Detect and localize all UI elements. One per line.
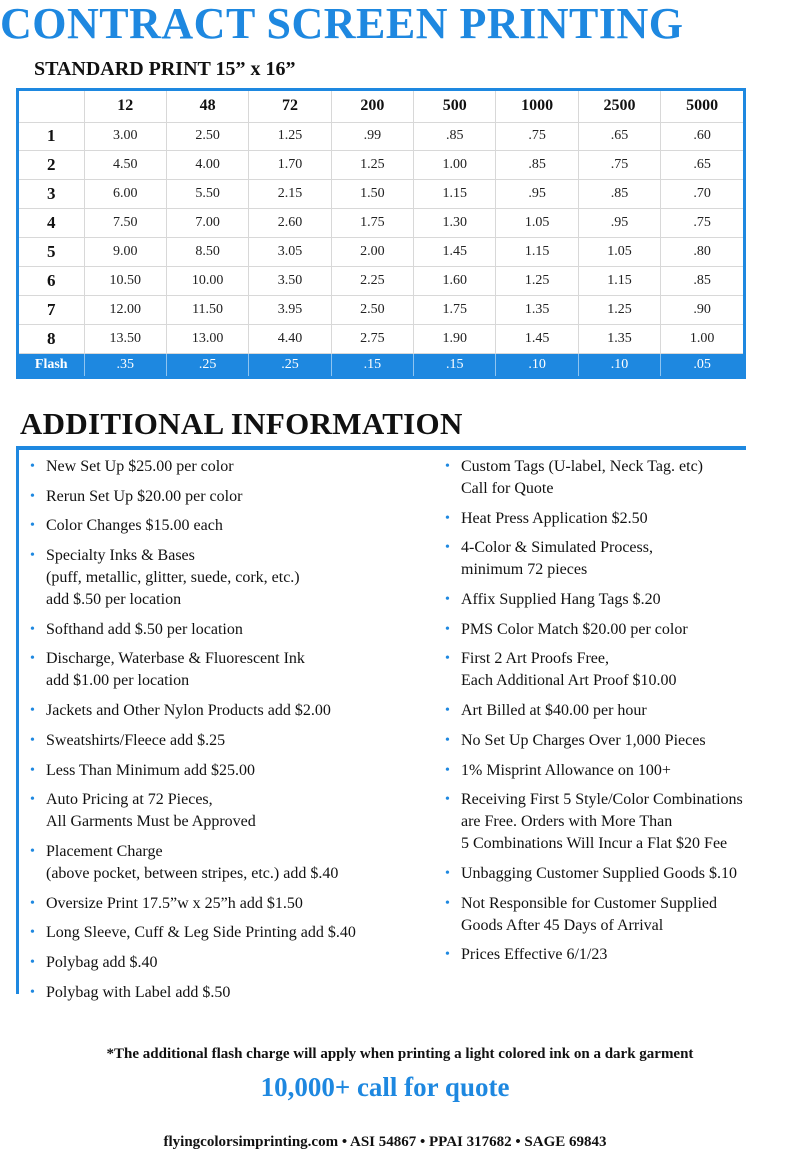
bullet-icon: •	[445, 792, 450, 808]
quantity-header: 48	[166, 91, 248, 122]
list-item-text: (above pocket, between stripes, etc.) add $.40	[46, 864, 339, 882]
list-item-text: Custom Tags (U-label, Neck Tag. etc)	[461, 458, 703, 475]
list-item-text: (puff, metallic, glitter, suede, cork, etc.)	[46, 569, 300, 587]
price-cell: .80	[661, 238, 743, 267]
bullet-icon: •	[30, 843, 35, 859]
bullet-icon: •	[445, 651, 450, 667]
list-item	[28, 952, 428, 974]
list-item	[28, 545, 428, 611]
list-item-text: No Set Up Charges Over 1,000 Pieces	[461, 731, 706, 749]
list-item	[443, 789, 800, 855]
quantity-header: 12	[84, 91, 166, 122]
bullet-icon: •	[445, 895, 450, 911]
price-cell: 1.75	[331, 209, 413, 238]
price-cell: 11.50	[166, 295, 248, 324]
list-item	[28, 841, 428, 885]
list-item	[443, 508, 800, 530]
price-cell: 1.05	[578, 238, 660, 267]
list-item-text: 1% Misprint Allowance on 100+	[461, 761, 671, 779]
price-cell: 3.50	[249, 267, 331, 296]
list-item	[28, 982, 428, 1004]
price-cell: 1.15	[414, 180, 496, 209]
list-item-text: are Free. Orders with More Than	[461, 813, 673, 831]
list-item	[28, 515, 428, 537]
list-item	[28, 730, 428, 752]
price-cell: .90	[661, 295, 743, 324]
price-cell: 2.25	[331, 267, 413, 296]
list-item-text: Art Billed at $40.00 per hour	[461, 702, 647, 720]
price-cell: .35	[84, 353, 166, 376]
price-cell: .75	[578, 151, 660, 180]
list-item	[443, 944, 800, 966]
bullet-icon: •	[30, 488, 35, 504]
info-list-left	[28, 456, 428, 1011]
list-item-text: 4-Color & Simulated Process,	[461, 539, 653, 557]
price-cell: 1.70	[249, 151, 331, 180]
price-cell: .85	[578, 180, 660, 209]
price-cell: .25	[249, 353, 331, 376]
price-cell: .25	[166, 353, 248, 376]
price-cell: 7.50	[84, 209, 166, 238]
list-item-text: minimum 72 pieces	[461, 561, 588, 579]
bullet-icon: •	[30, 954, 35, 970]
bullet-icon: •	[445, 865, 450, 881]
color-count-label: 6	[19, 267, 84, 296]
bullet-icon: •	[30, 732, 35, 748]
list-item	[443, 700, 800, 722]
quantity-header: 1000	[496, 91, 578, 122]
price-cell: 1.00	[661, 324, 743, 353]
price-cell: 1.15	[578, 267, 660, 296]
bullet-icon: •	[30, 792, 35, 808]
price-cell: 9.00	[84, 238, 166, 267]
list-item	[443, 589, 800, 611]
table-row	[19, 151, 743, 180]
list-item-text: Color Changes $15.00 each	[46, 517, 223, 535]
quantity-header: 5000	[661, 91, 743, 122]
price-cell: .15	[331, 353, 413, 376]
price-table-subtitle: STANDARD PRINT 15” x 16”	[34, 58, 296, 80]
list-item-text: Heat Press Application $2.50	[461, 509, 648, 527]
price-cell: 3.00	[84, 122, 166, 151]
list-item	[28, 922, 428, 944]
list-item-text: Affix Supplied Hang Tags $.20	[461, 591, 661, 609]
table-row	[19, 209, 743, 238]
price-cell: 2.50	[331, 295, 413, 324]
price-cell: .05	[661, 353, 743, 376]
list-item	[28, 456, 428, 478]
bullet-icon: •	[445, 732, 450, 748]
list-item	[28, 789, 428, 833]
price-cell: .60	[661, 122, 743, 151]
list-item-text: Call for Quote	[461, 480, 554, 497]
bullet-icon: •	[445, 621, 450, 637]
list-item	[28, 893, 428, 915]
price-cell: 2.75	[331, 324, 413, 353]
list-item-text: Polybag with Label add $.50	[46, 983, 231, 1001]
bullet-icon: •	[30, 518, 35, 534]
price-cell: 2.00	[331, 238, 413, 267]
price-cell: .95	[578, 209, 660, 238]
bullet-icon: •	[30, 895, 35, 911]
price-cell: 10.50	[84, 267, 166, 296]
price-cell: 1.25	[331, 151, 413, 180]
price-cell: 1.30	[414, 209, 496, 238]
price-cell: 2.60	[249, 209, 331, 238]
bullet-icon: •	[30, 459, 35, 474]
color-count-label: 1	[19, 122, 84, 151]
color-count-label: 4	[19, 209, 84, 238]
price-cell: .65	[661, 151, 743, 180]
price-cell: 1.15	[496, 238, 578, 267]
contact-line: flyingcolorsimprinting.com • ASI 54867 • PPAI 317682 • SAGE 69843	[163, 1134, 607, 1150]
price-cell: 5.50	[166, 180, 248, 209]
bullet-icon: •	[30, 984, 35, 1000]
bullet-icon: •	[30, 925, 35, 941]
list-item-text: All Garments Must be Approved	[46, 813, 256, 831]
list-item	[443, 619, 800, 641]
price-cell: 13.00	[166, 324, 248, 353]
list-item-text: Polybag add $.40	[46, 953, 158, 971]
price-cell: .75	[496, 122, 578, 151]
price-cell: 13.50	[84, 324, 166, 353]
section-divider	[16, 446, 746, 450]
bullet-icon: •	[30, 703, 35, 719]
list-item-text: Not Responsible for Customer Supplied	[461, 894, 717, 912]
list-item-text: Jackets and Other Nylon Products add $2.00	[46, 702, 331, 720]
table-row	[19, 267, 743, 296]
list-item-text: add $.50 per location	[46, 591, 182, 609]
quantity-header: 500	[414, 91, 496, 122]
price-cell: .10	[578, 353, 660, 376]
list-item	[28, 486, 428, 508]
list-item	[28, 700, 428, 722]
quantity-header: 72	[249, 91, 331, 122]
info-list-right	[443, 456, 800, 974]
price-cell: .70	[661, 180, 743, 209]
price-cell: .85	[661, 267, 743, 296]
table-row	[19, 238, 743, 267]
page-title: CONTRACT SCREEN PRINTING	[0, 0, 684, 48]
price-cell: .95	[496, 180, 578, 209]
price-table	[16, 88, 746, 379]
table-row	[19, 180, 743, 209]
list-item-text: 5 Combinations Will Incur a Flat $20 Fee	[461, 835, 728, 853]
price-cell: 2.50	[166, 122, 248, 151]
list-item	[28, 619, 428, 641]
price-cell: .10	[496, 353, 578, 376]
list-item-text: New Set Up $25.00 per color	[46, 458, 234, 475]
list-item-text: Rerun Set Up $20.00 per color	[46, 487, 243, 505]
price-cell: 3.95	[249, 295, 331, 324]
price-cell: .15	[414, 353, 496, 376]
price-cell: .75	[661, 209, 743, 238]
price-cell: 12.00	[84, 295, 166, 324]
bullet-icon: •	[30, 548, 35, 564]
list-item	[443, 537, 800, 581]
bullet-icon: •	[445, 540, 450, 556]
price-cell: 10.00	[166, 267, 248, 296]
section-side-rule	[16, 446, 19, 994]
price-cell: .65	[578, 122, 660, 151]
price-cell: 1.60	[414, 267, 496, 296]
quantity-header: 2500	[578, 91, 660, 122]
list-item	[443, 648, 800, 692]
bullet-icon: •	[445, 592, 450, 608]
color-count-label: 3	[19, 180, 84, 209]
color-count-label: 8	[19, 324, 84, 353]
table-row	[19, 122, 743, 151]
bullet-icon: •	[445, 703, 450, 719]
quantity-header: 200	[331, 91, 413, 122]
flash-row	[19, 353, 743, 376]
color-count-label: 5	[19, 238, 84, 267]
list-item-text: Goods After 45 Days of Arrival	[461, 916, 664, 934]
list-item-text: Prices Effective 6/1/23	[461, 946, 608, 964]
price-cell: 1.35	[496, 295, 578, 324]
list-item	[443, 893, 800, 937]
price-cell: .85	[496, 151, 578, 180]
price-cell: 4.50	[84, 151, 166, 180]
bullet-icon: •	[445, 510, 450, 526]
list-item-text: Each Additional Art Proof $10.00	[461, 672, 677, 690]
color-count-label: 2	[19, 151, 84, 180]
price-cell: 7.00	[166, 209, 248, 238]
price-cell: 8.50	[166, 238, 248, 267]
table-row	[19, 324, 743, 353]
bullet-icon: •	[445, 459, 450, 474]
list-item-text: Placement Charge	[46, 842, 163, 860]
price-cell: 3.05	[249, 238, 331, 267]
list-item-text: Unbagging Customer Supplied Goods $.10	[461, 864, 737, 882]
list-item-text: Receiving First 5 Style/Color Combinations	[461, 791, 743, 809]
list-item	[443, 730, 800, 752]
table-row	[19, 295, 743, 324]
bullet-icon: •	[445, 947, 450, 963]
price-table-header-row	[19, 91, 743, 122]
bullet-icon: •	[30, 651, 35, 667]
price-cell: 2.15	[249, 180, 331, 209]
bullet-icon: •	[445, 762, 450, 778]
color-count-label: 7	[19, 295, 84, 324]
price-cell: 1.75	[414, 295, 496, 324]
list-item-text: Specialty Inks & Bases	[46, 547, 195, 565]
price-cell: 1.05	[496, 209, 578, 238]
price-cell: 1.50	[331, 180, 413, 209]
list-item	[28, 648, 428, 692]
price-cell: 1.25	[249, 122, 331, 151]
bullet-icon: •	[30, 621, 35, 637]
price-cell: 6.00	[84, 180, 166, 209]
price-cell: 1.00	[414, 151, 496, 180]
list-item-text: add $1.00 per location	[46, 672, 190, 690]
list-item	[443, 760, 800, 782]
list-item-text: Long Sleeve, Cuff & Leg Side Printing add $.40	[46, 924, 356, 942]
price-cell: .99	[331, 122, 413, 151]
list-item	[443, 863, 800, 885]
price-cell: 1.25	[578, 295, 660, 324]
list-item-text: Softhand add $.50 per location	[46, 620, 243, 638]
price-cell: 1.45	[414, 238, 496, 267]
list-item-text: Oversize Print 17.5”w x 25”h add $1.50	[46, 894, 303, 912]
price-cell: 4.00	[166, 151, 248, 180]
price-cell: 1.45	[496, 324, 578, 353]
list-item-text: PMS Color Match $20.00 per color	[461, 620, 688, 638]
price-cell: 1.25	[496, 267, 578, 296]
list-item-text: Discharge, Waterbase & Fluorescent Ink	[46, 650, 305, 668]
list-item	[28, 760, 428, 782]
list-item-text: Less Than Minimum add $25.00	[46, 761, 256, 779]
price-cell: .85	[414, 122, 496, 151]
bulk-quote-note: 10,000+ call for quote	[260, 1072, 510, 1102]
flash-label: Flash	[19, 353, 84, 376]
additional-info-heading: ADDITIONAL INFORMATION	[20, 406, 463, 441]
list-item-text: First 2 Art Proofs Free,	[461, 650, 609, 668]
flash-footnote: *The additional flash charge will apply when printing a light colored ink on a dark garment	[106, 1046, 694, 1062]
price-cell: 4.40	[249, 324, 331, 353]
list-item-text: Sweatshirts/Fleece add $.25	[46, 731, 226, 749]
list-item-text: Auto Pricing at 72 Pieces,	[46, 791, 213, 809]
list-item	[443, 456, 800, 500]
price-cell: 1.35	[578, 324, 660, 353]
bullet-icon: •	[30, 762, 35, 778]
price-cell: 1.90	[414, 324, 496, 353]
corner-cell	[19, 91, 84, 122]
